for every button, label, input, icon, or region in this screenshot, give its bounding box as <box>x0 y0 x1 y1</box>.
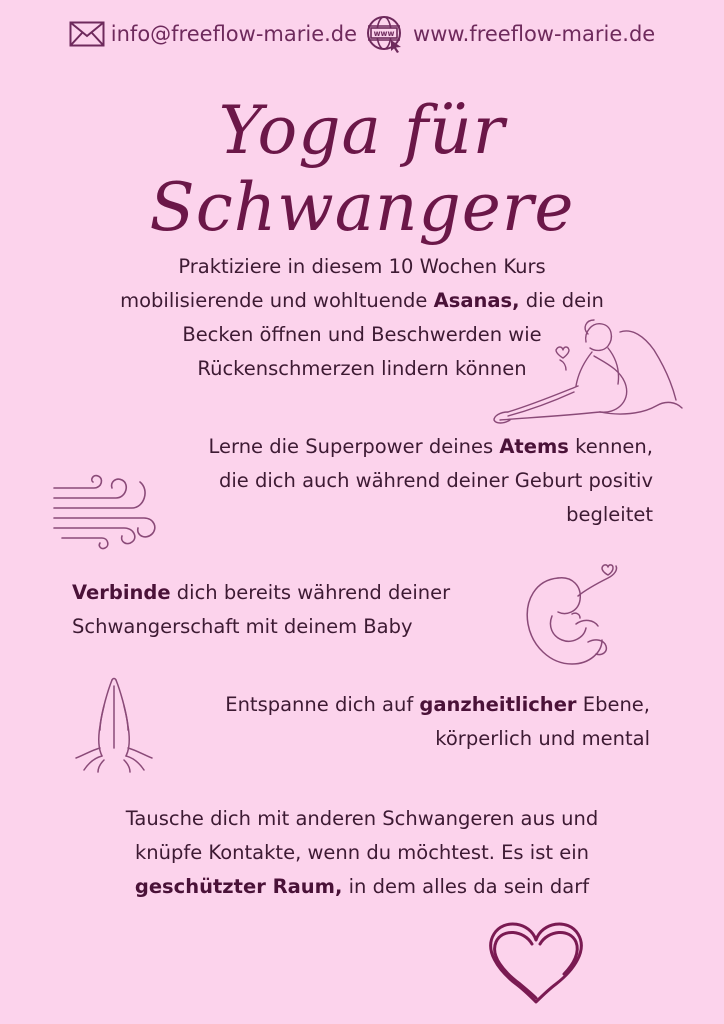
paragraph-verbinde <box>72 576 532 644</box>
text-line: Verbinde dich bereits während deiner <box>72 581 451 604</box>
globe-www-icon <box>365 14 405 54</box>
text-line: Rückenschmerzen lindern können <box>197 357 527 380</box>
text-line: körperlich und mental <box>435 727 650 750</box>
website-text[interactable]: www.freeflow-marie.de <box>413 22 656 46</box>
text-line: geschützter Raum, in dem alles da sein darf <box>134 875 590 898</box>
pregnant-yoga-pose-icon <box>488 312 688 436</box>
text-line: Lerne die Superpower deines Atems kennen, <box>208 435 653 458</box>
paragraph-entspanne <box>150 688 650 756</box>
text-line: begleitet <box>566 503 653 526</box>
paragraph-austausch <box>60 802 664 904</box>
envelope-icon <box>69 21 105 47</box>
text-line: Schwangerschaft mit deinem Baby <box>72 615 413 638</box>
text-line: mobilisierende und wohltuende Asanas, die dein <box>120 289 604 312</box>
text-line: Becken öffnen und Beschwerden wie <box>182 323 542 346</box>
heart-icon <box>486 914 588 1006</box>
page-title: Yoga für Schwangere <box>149 92 575 246</box>
email-contact[interactable] <box>69 21 357 47</box>
text-line: Praktiziere in diesem 10 Wochen Kurs <box>178 255 546 278</box>
contact-bar <box>0 14 724 54</box>
paragraph-atem <box>120 430 653 532</box>
website-contact[interactable] <box>365 14 655 54</box>
email-text[interactable]: info@freeflow-marie.de <box>110 22 358 46</box>
text-line: Tausche dich mit anderen Schwangeren aus und <box>125 807 599 830</box>
text-line: knüpfe Kontakte, wenn du möchtest. Es ist ein <box>134 841 589 864</box>
wind-icon <box>52 474 160 554</box>
praying-hands-icon <box>74 676 154 774</box>
text-line: Entspanne dich auf ganzheitlicher Ebene, <box>225 693 650 716</box>
fetus-icon <box>518 560 630 672</box>
text-line: die dich auch während deiner Geburt positiv <box>219 469 653 492</box>
svg-text:www: www <box>373 29 395 38</box>
